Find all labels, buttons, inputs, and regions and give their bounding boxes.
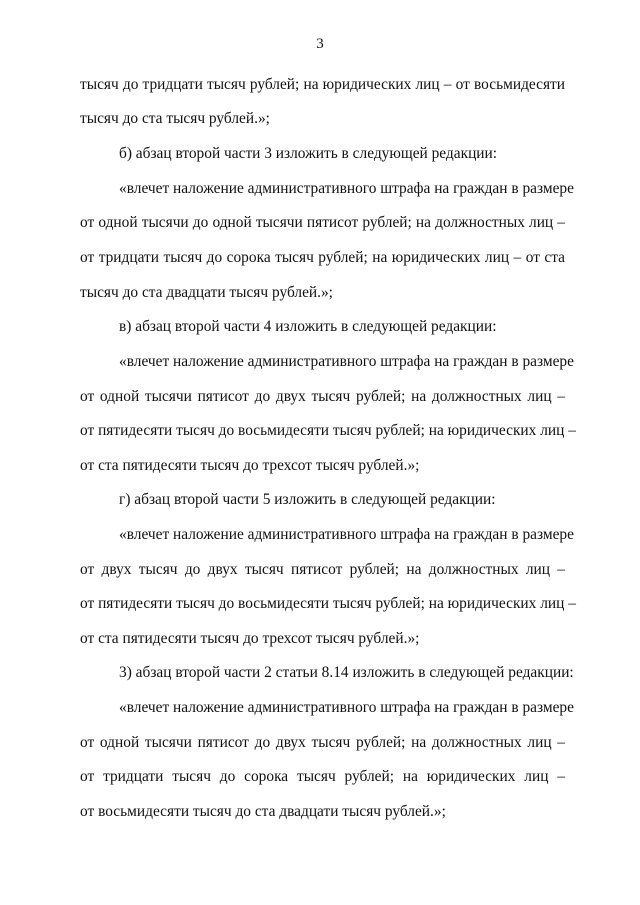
page-number: 3 (316, 36, 324, 52)
instruction-line: б) абзац второй части 3 изложить в следующей редакции: (119, 145, 498, 162)
instruction-line: в) абзац второй части 4 изложить в следующей редакции: (119, 318, 497, 335)
instruction-line: г) абзац второй части 5 изложить в следующей редакции: (119, 491, 496, 508)
text-line: «влечет наложение административного штрафа на граждан в размере (119, 526, 574, 543)
text-line: от тридцати тысяч до сорока тысяч рублей; на юридических лиц – от ста (80, 249, 565, 266)
text-line: от одной тысячи до одной тысячи пятисот рублей; на должностных лиц – (80, 214, 565, 231)
text-line: от пятидесяти тысяч до восьмидесяти тысяч рублей; на юридических лиц – (80, 422, 576, 439)
text-line: тысяч до тридцати тысяч рублей; на юридических лиц – от восьмидесяти (80, 76, 565, 93)
text-line: от одной тысячи пятисот до двух тысяч рублей; на должностных лиц – (80, 734, 565, 751)
text-line: «влечет наложение административного штрафа на граждан в размере (119, 180, 574, 197)
text-line: от одной тысячи пятисот до двух тысяч рублей; на должностных лиц – (80, 388, 565, 405)
text-line: от восьмидесяти тысяч до ста двадцати тысяч рублей.»; (80, 803, 446, 820)
text-line: от ста пятидесяти тысяч до трехсот тысяч рублей.»; (80, 457, 420, 474)
text-line: от пятидесяти тысяч до восьмидесяти тысяч рублей; на юридических лиц – (80, 595, 576, 612)
text-line: «влечет наложение административного штрафа на граждан в размере (119, 699, 574, 716)
instruction-line: 3) абзац второй части 2 статьи 8.14 изложить в следующей редакции: (119, 664, 574, 681)
text-line: «влечет наложение административного штрафа на граждан в размере (119, 353, 574, 370)
text-line: от тридцати тысяч до сорока тысяч рублей; на юридических лиц – (80, 768, 565, 785)
text-line: тысяч до ста тысяч рублей.»; (80, 110, 270, 127)
text-line: от двух тысяч до двух тысяч пятисот рублей; на должностных лиц – (80, 561, 565, 578)
text-line: от ста пятидесяти тысяч до трехсот тысяч рублей.»; (80, 630, 420, 647)
text-line: тысяч до ста двадцати тысяч рублей.»; (80, 284, 333, 301)
